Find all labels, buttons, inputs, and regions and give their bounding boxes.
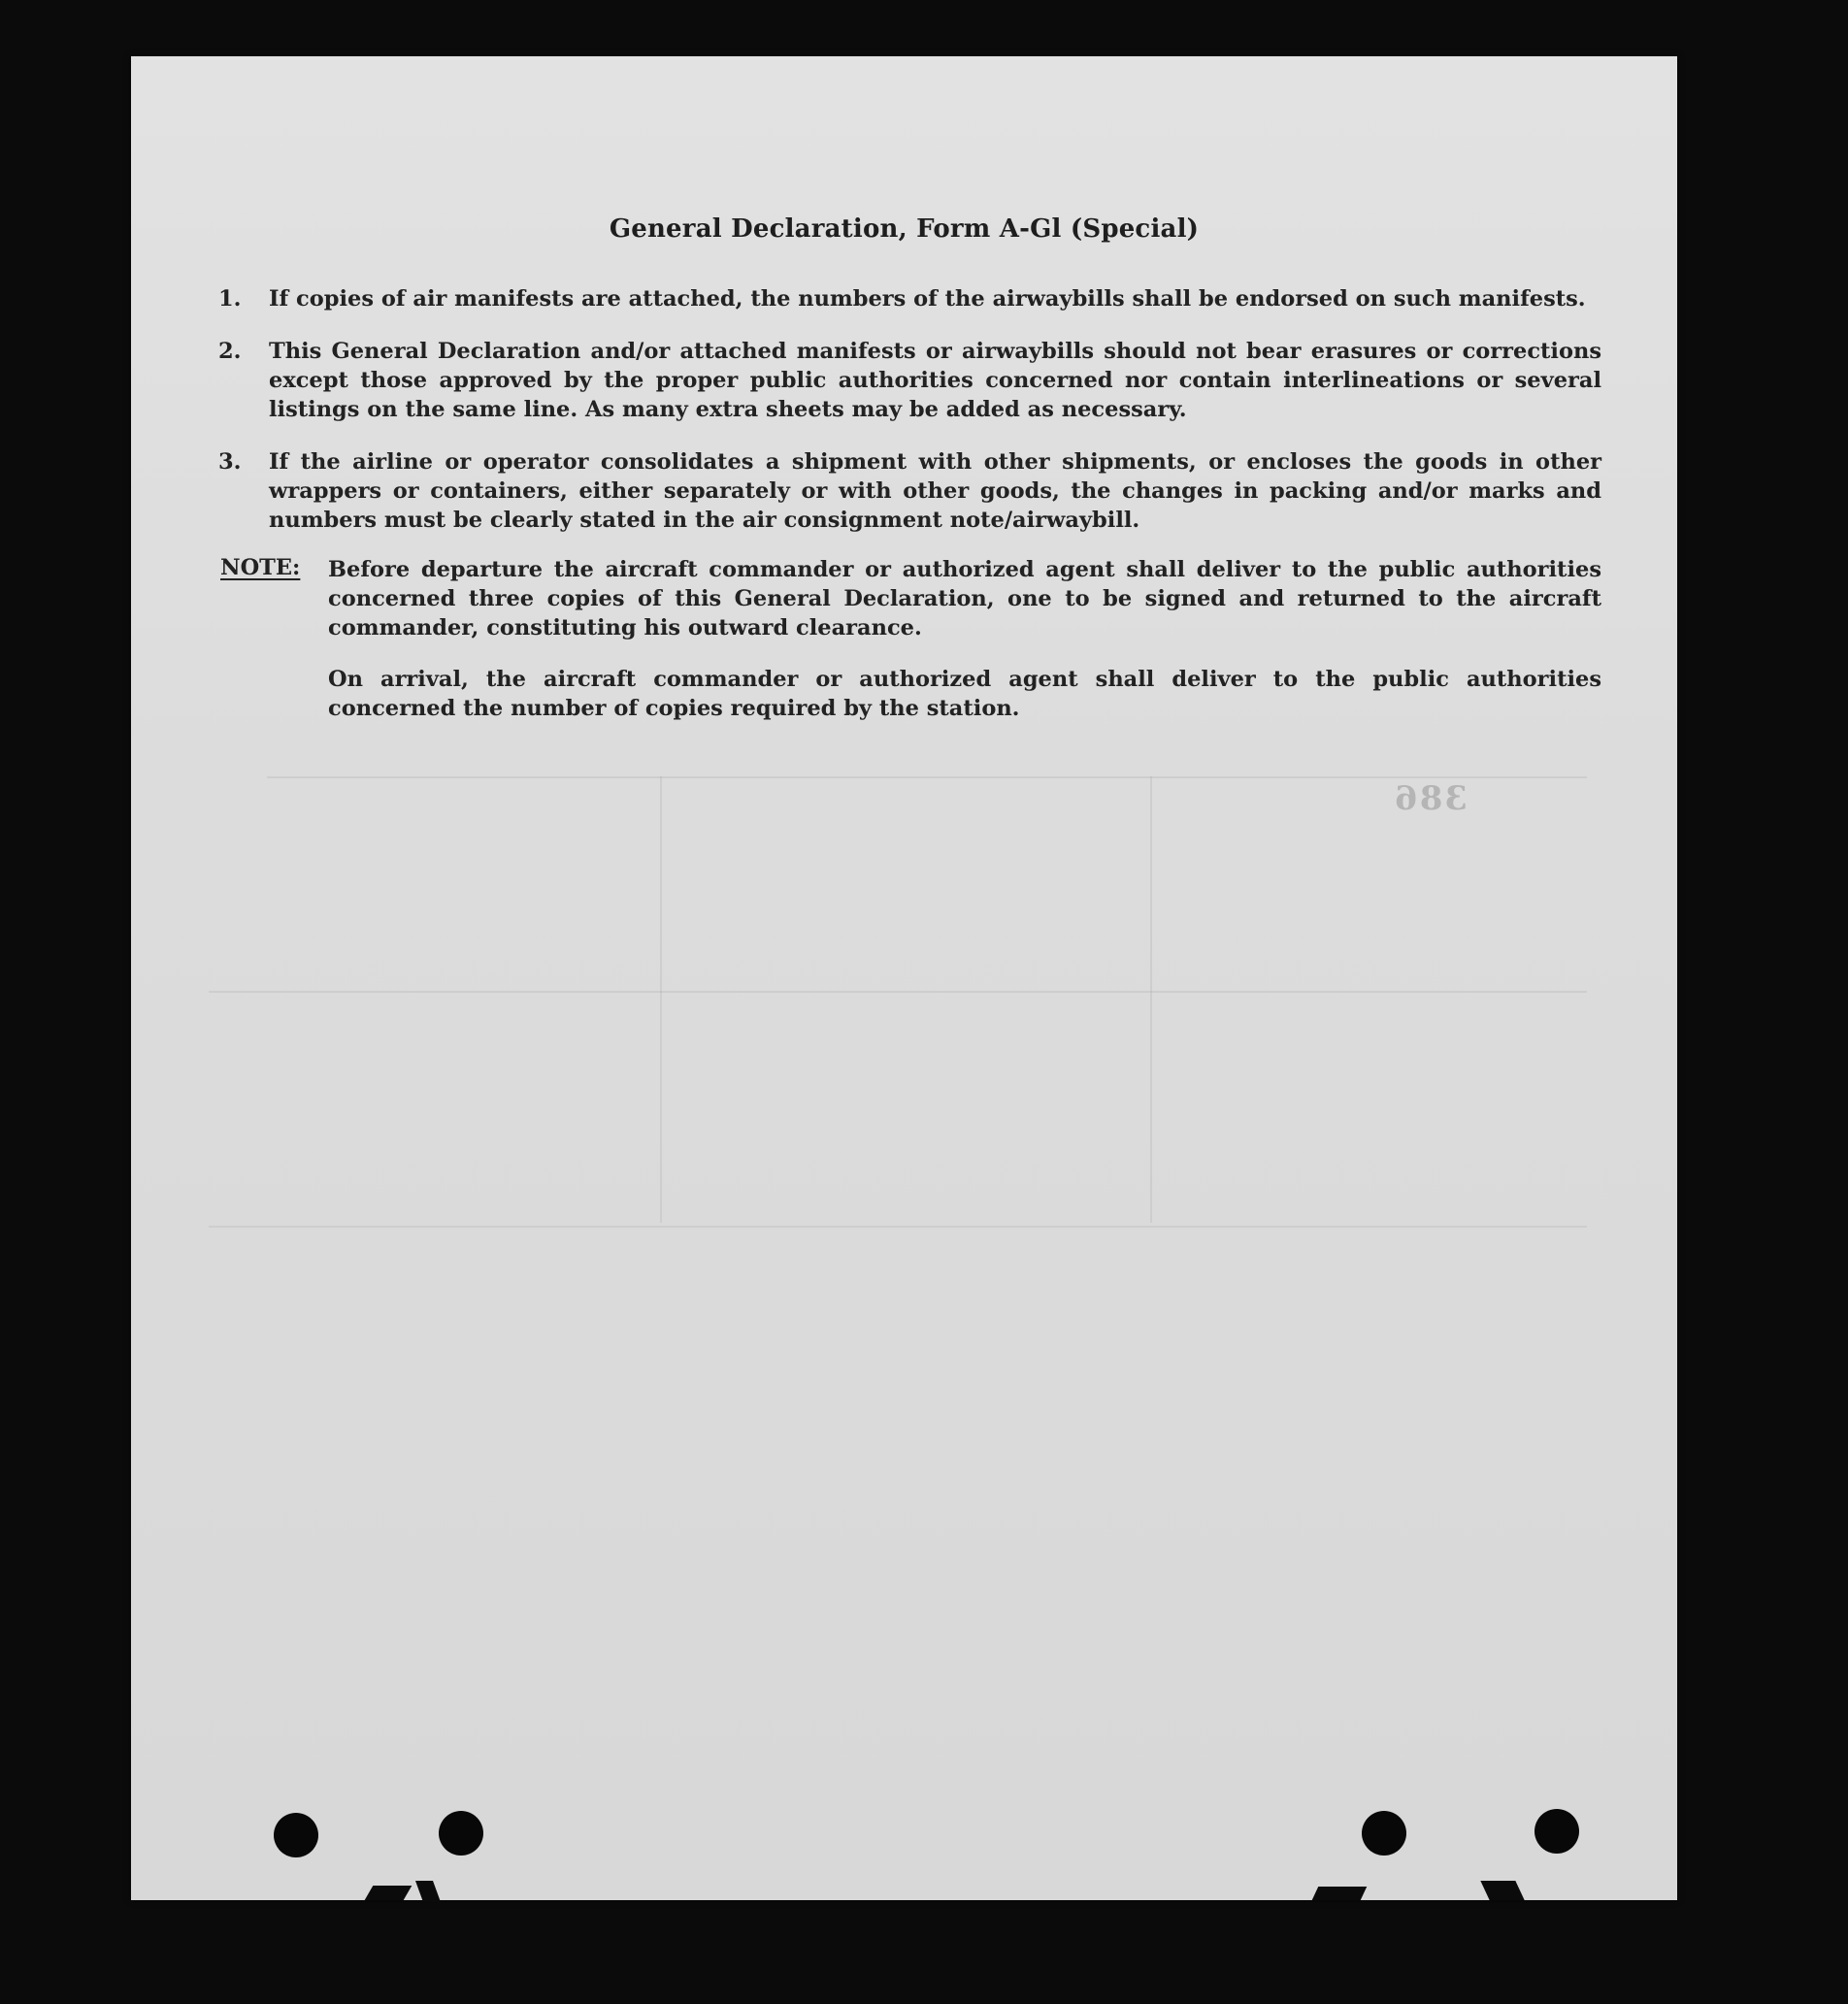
- punch-hole: [1534, 1809, 1579, 1854]
- note-paragraph: Before departure the aircraft commander or authorized agent shall deliver to the public authorities concerned three copies of this General Declaration, one to be signed and returned to the aircraft commander, constituting his outward clearance.: [328, 557, 1601, 641]
- bleed-through-line: [1150, 776, 1152, 1223]
- item-text: If the airline or operator consolidates a shipment with other shipments, or encloses the goods in other wrappers or containers, either separately or with other goods, the changes in packing and/or marks and numbers must be clearly stated in the air consignment note/airwaybill.: [269, 449, 1601, 533]
- bleed-through-line: [209, 991, 1587, 993]
- punch-hole: [439, 1811, 483, 1856]
- item-text: This General Declaration and/or attached manifests or airwaybills should not bear erasures or corrections except those approved by the proper public authorities concerned nor contain interlineations or several listings on the same line. As many extra sheets may be added as necessary.: [269, 339, 1601, 422]
- item-number: 1.: [218, 286, 242, 312]
- note-paragraph: On arrival, the aircraft commander or authorized agent shall deliver to the public authorities concerned the number of copies required by the station.: [328, 667, 1601, 721]
- bleed-through-stamp: 386: [1393, 779, 1468, 818]
- torn-edge: [1480, 1881, 1524, 1900]
- torn-edge: [415, 1881, 441, 1902]
- instruction-item: [218, 337, 1601, 424]
- torn-edge: [1312, 1887, 1368, 1900]
- punch-hole: [1362, 1811, 1406, 1856]
- item-number: 2.: [218, 339, 242, 364]
- item-number: 3.: [218, 449, 242, 475]
- instruction-item: [218, 447, 1601, 535]
- document-page: [131, 56, 1677, 1900]
- note-label: NOTE:: [220, 555, 301, 580]
- instruction-item: [218, 284, 1601, 313]
- punch-hole: [274, 1813, 318, 1857]
- bleed-through-line: [209, 1226, 1587, 1228]
- document-title: General Declaration, Form A-Gl (Special): [609, 214, 1200, 244]
- item-text: If copies of air manifests are attached, the numbers of the airwaybills shall be endorsed on such manifests.: [269, 286, 1586, 312]
- bleed-through-line: [267, 776, 1587, 778]
- torn-edge: [365, 1886, 412, 1900]
- bleed-through-line: [660, 776, 662, 1223]
